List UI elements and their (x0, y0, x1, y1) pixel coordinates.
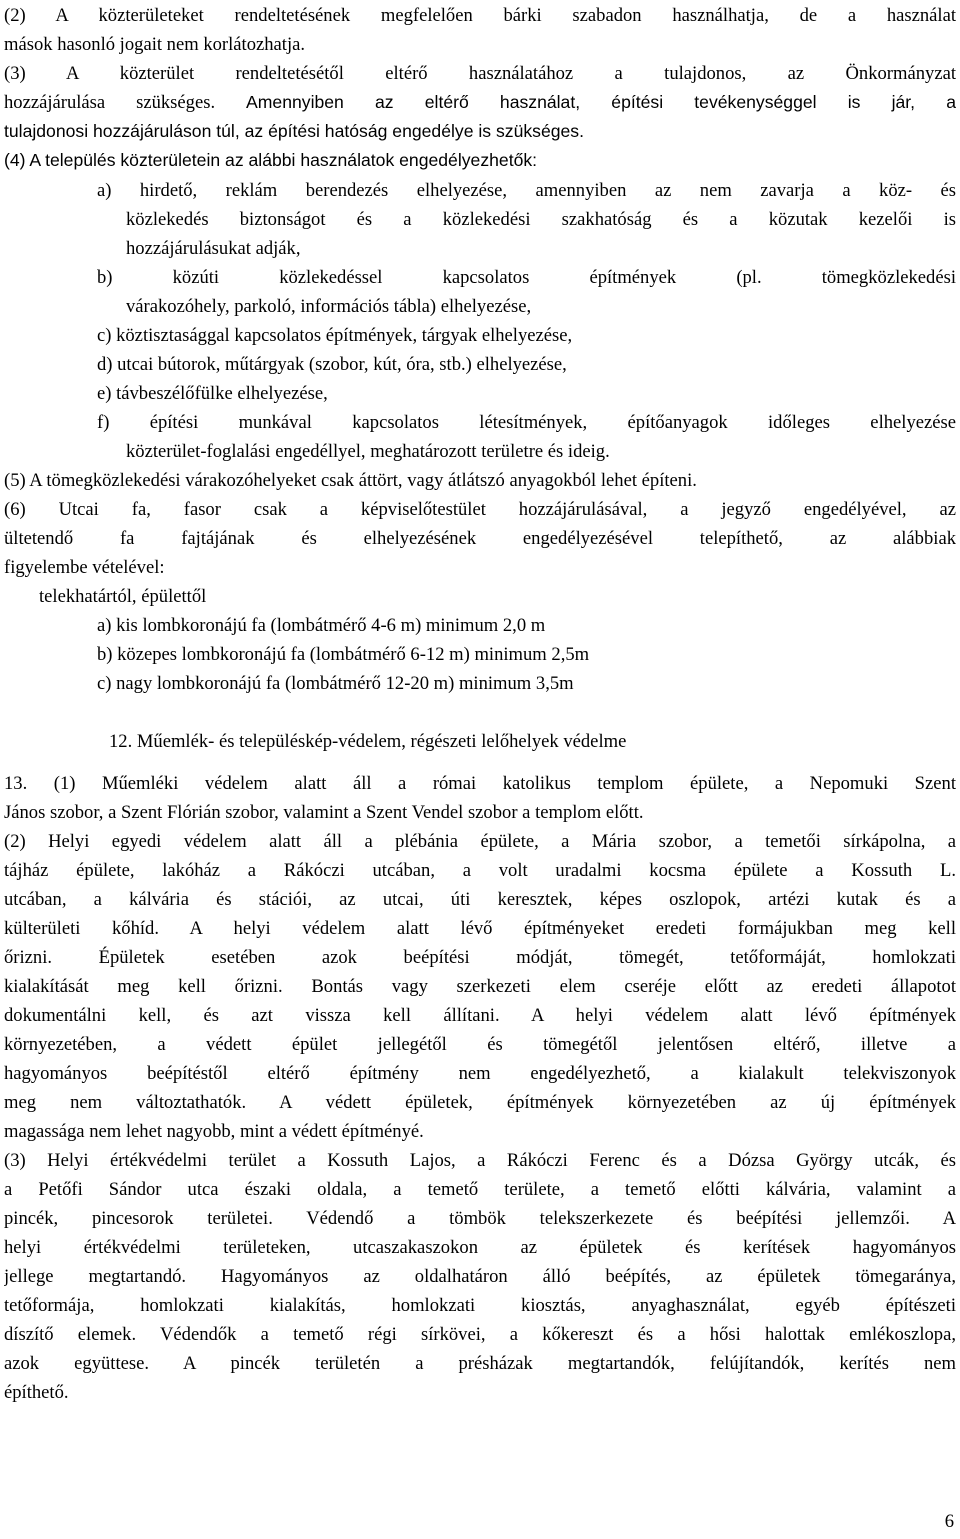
text-line: a Petőfi Sándor utca északi oldala, a temető területe, a temető előtti kálvária, valamint a (4, 1179, 956, 1200)
text-line: e) távbeszélőfülke elhelyezése, (97, 383, 328, 404)
text-line: figyelembe vételével: (4, 557, 165, 578)
text-line: hozzájárulásukat adják, (126, 238, 301, 259)
page-number: 6 (944, 1511, 954, 1532)
text-line: a) kis lombkoronájú fa (lombátmérő 4-6 m) minimum 2,0 m (97, 615, 546, 636)
text-line: várakozóhely, parkoló, információs tábla) elhelyezése, (126, 296, 532, 317)
text-line: környezetében, a védett épület jellegétől és tömegétől jelentősen eltérő, illetve a (4, 1034, 956, 1055)
text-line: hozzájárulása szükséges. Amennyiben az eltérő használat, építési tevékenységgel is jár, a (4, 92, 956, 113)
text-line: (4) A település közterületein az alábbi használatok engedélyezhetők: (4, 150, 538, 170)
text-line: b) közepes lombkoronájú fa (lombátmérő 6-12 m) minimum 2,5m (97, 644, 590, 665)
text-line: jellege megtartandó. Hagyományos az oldalhatáron álló beépítés, az épületek tömegaránya, (4, 1266, 956, 1287)
text-line: helyi értékvédelmi területeken, utcaszakaszokon az épületek és kerítések hagyományos (4, 1237, 956, 1258)
text-line: külterületi kőhíd. A helyi védelem alatt lévő építményeket eredeti formájukban meg kell (4, 918, 956, 939)
text-line: 13. (1) Műemléki védelem alatt áll a római katolikus templom épülete, a Nepomuki Szent (4, 773, 956, 794)
text-line: azok együttese. A pincék területén a présházak megtartandók, felújítandók, kerítés nem (4, 1353, 956, 1374)
text-line: mások hasonló jogait nem korlátozhatja. (4, 34, 306, 55)
text-line: közterület-foglalási engedéllyel, meghatározott területre és ideig. (126, 441, 610, 462)
text-line: építhető. (4, 1382, 69, 1403)
text-line: János szobor, a Szent Flórián szobor, valamint a Szent Vendel szobor a templom előtt. (4, 802, 644, 823)
text-line: (2) A közterületeket rendeltetésének megfelelően bárki szabadon használhatja, de a használat (4, 5, 956, 26)
text-line: tájház épülete, lakóház a Rákóczi utcában, a volt uradalmi kocsma épülete a Kossuth L. (4, 860, 956, 881)
text-line: dokumentálni kell, és azt vissza kell állítani. A helyi védelem alatt lévő építmények (4, 1005, 956, 1026)
text-line: hagyományos beépítéstől eltérő építmény nem engedélyezhető, a kialakult telekviszonyok (4, 1063, 956, 1084)
text-line: kialakítását meg kell őrizni. Bontás vagy szerkezeti elem cseréje előtt az eredeti állapotot (4, 976, 956, 997)
text-line: c) nagy lombkoronájú fa (lombátmérő 12-20 m) minimum 3,5m (97, 673, 574, 694)
text-line: magassága nem lehet nagyobb, mint a védett építményé. (4, 1121, 424, 1142)
text-line: őrizni. Épületek esetében azok beépítési módját, tömegét, tetőformáját, homlokzati (4, 947, 956, 968)
text-line: d) utcai bútorok, műtárgyak (szobor, kút, óra, stb.) elhelyezése, (97, 354, 567, 375)
text-line: (3) A közterület rendeltetésétől eltérő használatához a tulajdonos, az Önkormányzat (4, 63, 956, 84)
text-line: (6) Utcai fa, fasor csak a képviselőtestület hozzájárulásával, a jegyző engedélyével, az (4, 499, 956, 520)
text-line: 12. Műemlék- és településkép-védelem, régészeti lelőhelyek védelme (109, 731, 627, 752)
text-line: díszítő elemek. Védendők a temető régi sírkövei, a kőkereszt és a hősi halottak emlékoszlopa, (4, 1324, 956, 1345)
text-line: telekhatártól, épülettől (39, 586, 207, 607)
text-line: f) építési munkával kapcsolatos létesítmények, építőanyagok időleges elhelyezése (97, 412, 956, 433)
text-line: a) hirdető, reklám berendezés elhelyezése, amennyiben az nem zavarja a köz- és (97, 180, 956, 201)
text-line: pincék, pincesorok területei. Védendő a tömbök telekszerkezete és beépítési jellemzői. A (4, 1208, 956, 1229)
text-line: (2) Helyi egyedi védelem alatt áll a plébánia épülete, a Mária szobor, a temetői sírkápolna, a (4, 831, 956, 852)
text-line: tulajdonosi hozzájáruláson túl, az építési hatóság engedélye is szükséges. (4, 121, 584, 141)
text-line: utcában, a kálvária és stációi, az utcai, úti keresztek, képes oszlopok, artézi kutak és a (4, 889, 956, 910)
text-line: közlekedés biztonságot és a közlekedési szakhatóság és a közutak kezelői is (126, 209, 956, 230)
text-line: meg nem változtathatók. A védett épületek, építmények környezetében az új építmények (4, 1092, 956, 1113)
text-line: ültetendő fa fajtájának és elhelyezésének engedélyezésével telepíthető, az alábbiak (4, 528, 956, 549)
text-line: c) köztisztasággal kapcsolatos építmények, tárgyak elhelyezése, (97, 325, 573, 346)
text-line: (3) Helyi értékvédelmi terület a Kossuth Lajos, a Rákóczi Ferenc és a Dózsa György utcák, és (4, 1150, 956, 1171)
text-line: (5) A tömegközlekedési várakozóhelyeket csak áttört, vagy átlátszó anyagokból lehet építeni. (4, 470, 697, 491)
text-line: b) közúti közlekedéssel kapcsolatos építmények (pl. tömegközlekedési (97, 267, 956, 288)
text-line: tetőformája, homlokzati kialakítás, homlokzati kiosztás, anyaghasználat, egyéb építészeti (4, 1295, 956, 1316)
